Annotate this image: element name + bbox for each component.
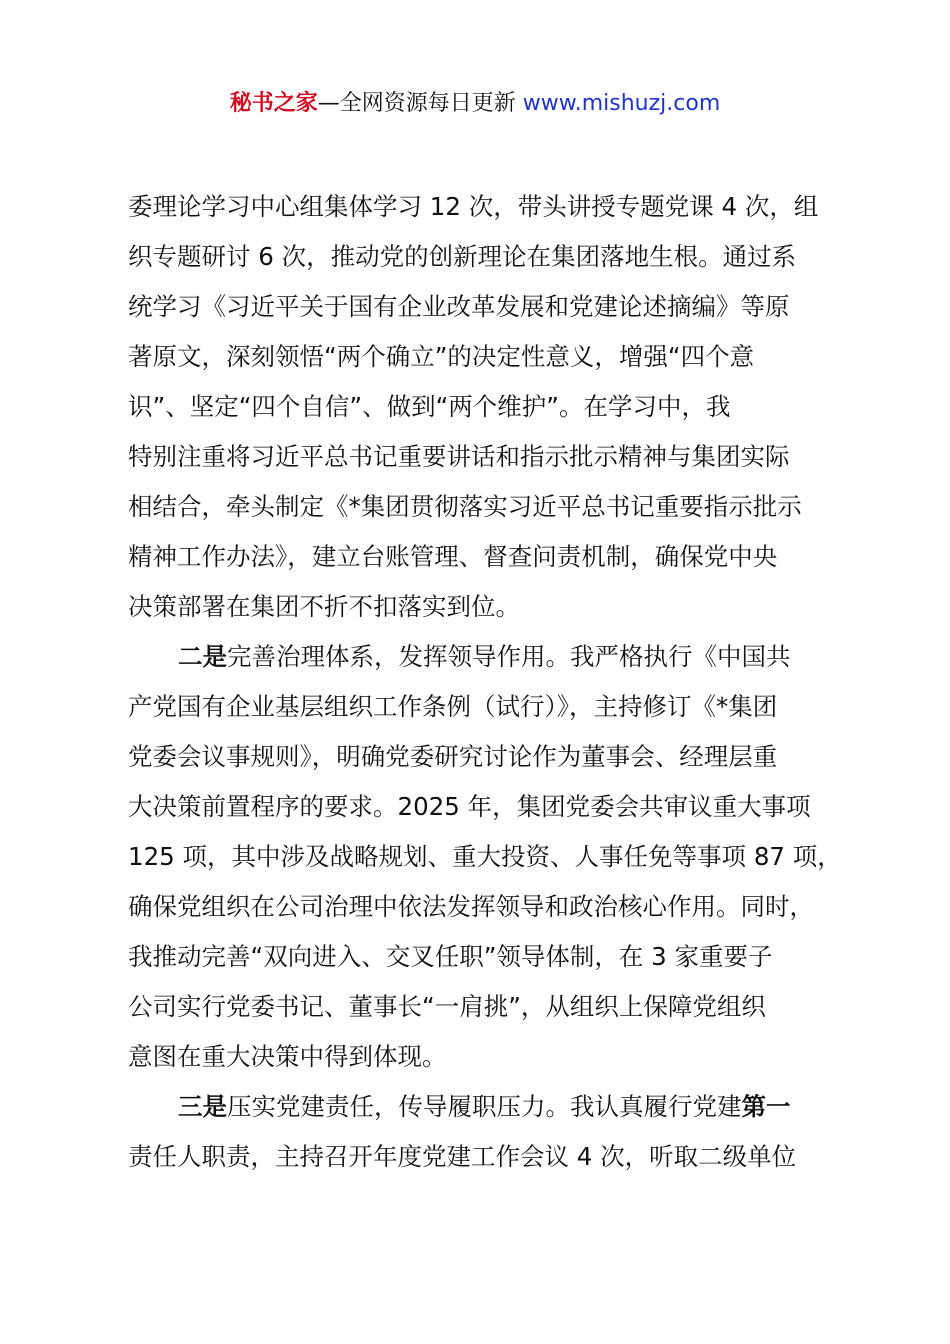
document-body bbox=[128, 182, 842, 1182]
text-line: 公司实行党委书记、董事长“一肩挑”，从组织上保障党组织 bbox=[128, 992, 766, 1021]
paragraph-3-lead: 三是 bbox=[178, 1092, 227, 1121]
text-line: 精神工作办法》，建立台账管理、督查问责机制，确保党中央 bbox=[128, 542, 778, 571]
text-line: 织专题研讨 6 次，推动党的创新理论在集团落地生根。通过系 bbox=[128, 242, 797, 271]
text-line: 党委会议事规则》，明确党委研究讨论作为董事会、经理层重 bbox=[128, 742, 778, 771]
text-line: 确保党组织在公司治理中依法发挥领导和政治核心作用。同时， bbox=[128, 892, 814, 921]
text-line: 著原文，深刻领悟“两个确立”的决定性意义，增强“四个意 bbox=[128, 342, 755, 371]
text-line: 产党国有企业基层组织工作条例（试行）》，主持修订《*集团 bbox=[128, 692, 778, 721]
text-line: 责任人职责，主持召开年度党建工作会议 4 次，听取二级单位 bbox=[128, 1142, 797, 1171]
paragraph-2-first-line bbox=[128, 632, 828, 682]
page-header bbox=[0, 88, 950, 120]
text-line: 委理论学习中心组集体学习 12 次，带头讲授专题党课 4 次，组 bbox=[128, 192, 819, 221]
paragraph-2-lead: 二是 bbox=[178, 642, 227, 671]
text-line: 统学习《习近平关于国有企业改革发展和党建论述摘编》等原 bbox=[128, 292, 790, 321]
text-line: 特别注重将习近平总书记重要讲话和指示批示精神与集团实际 bbox=[128, 442, 790, 471]
text-line: 决策部署在集团不折不扣落实到位。 bbox=[128, 592, 520, 621]
header-url-link[interactable]: www.mishuzj.com bbox=[522, 91, 721, 116]
header-tagline: —全网资源每日更新 bbox=[317, 91, 523, 116]
paragraph-3-first-text: 压实党建责任，传导履职压力。我认真履行党建 bbox=[227, 1092, 742, 1121]
text-line: 识”、坚定“四个自信”、做到“两个维护”。在学习中，我 bbox=[128, 392, 731, 421]
text-line: 意图在重大决策中得到体现。 bbox=[128, 1042, 447, 1071]
paragraph-3-bold-tail: 第一 bbox=[741, 1092, 791, 1121]
paragraph-3-first-line bbox=[128, 1082, 828, 1132]
text-line: 大决策前置程序的要求。2025 年，集团党委会共审议重大事项 bbox=[128, 792, 811, 821]
text-line: 我推动完善“双向进入、交叉任职”领导体制，在 3 家重要子 bbox=[128, 942, 773, 971]
paragraph-2-first-text: 完善治理体系，发挥领导作用。我严格执行《中国共 bbox=[227, 642, 791, 671]
text-line: 相结合，牵头制定《*集团贯彻落实习近平总书记重要指示批示 bbox=[128, 492, 802, 521]
text-line: 125 项，其中涉及战略规划、重大投资、人事任免等事项 87 项， bbox=[128, 842, 842, 871]
brand-name: 秘书之家 bbox=[229, 91, 318, 116]
